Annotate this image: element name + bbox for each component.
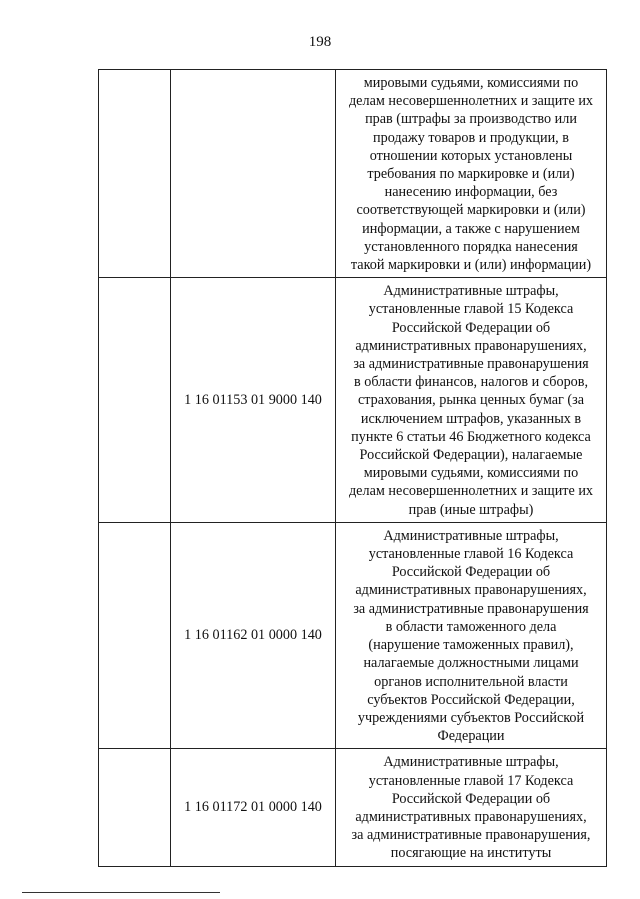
- table-row: [99, 278, 607, 523]
- description-line: органов исполнительной власти: [374, 673, 568, 690]
- description-line: такой маркировки и (или) информации): [350, 257, 592, 274]
- description-line: прав (иные штрафы): [408, 501, 534, 518]
- description-line: установленного порядка нанесения: [364, 238, 578, 255]
- description-cell: [336, 749, 607, 866]
- description-line: установленные главой 15 Кодекса: [368, 301, 574, 318]
- description-line: страхования, рынка ценных бумаг (за: [357, 392, 585, 409]
- description-line: прав (штрафы за производство или: [365, 111, 577, 128]
- budget-classification-table: [98, 69, 607, 867]
- table-row: [99, 522, 607, 748]
- page-number: 198: [308, 34, 332, 50]
- description-line: в области финансов, налогов и сборов,: [353, 374, 589, 391]
- description-line: Административные штрафы,: [383, 754, 559, 771]
- description-line: мировыми судьями, комиссиями по: [363, 465, 579, 482]
- description-line: субъектов Российской Федерации,: [367, 691, 575, 708]
- description-line: Федерации: [437, 728, 505, 745]
- description-line: исключением штрафов, указанных в: [360, 410, 582, 427]
- description-line: (нарушение таможенных правил),: [368, 637, 574, 654]
- description-line: в области таможенного дела: [385, 618, 557, 635]
- description-cell: [336, 278, 607, 523]
- description-line: установленные главой 17 Кодекса: [368, 772, 574, 789]
- description-line: отношении которых установлены: [369, 147, 573, 164]
- description-line: информации, а также с нарушением: [362, 220, 580, 237]
- table-row: [99, 70, 607, 278]
- description-line: Административные штрафы,: [383, 527, 559, 544]
- description-line: Российской Федерации об: [391, 790, 551, 807]
- description-line: за административные правонарушения,: [351, 827, 591, 844]
- description-line: налагаемые должностными лицами: [363, 655, 579, 672]
- description-line: Российской Федерации об: [391, 564, 551, 581]
- description-line: соответствующей маркировки и (или): [356, 202, 586, 219]
- description-cell: [336, 522, 607, 748]
- footnote-separator: [22, 892, 220, 893]
- description-line: административных правонарушениях,: [355, 808, 587, 825]
- code-cell: 1 16 01172 01 0000 140: [171, 749, 336, 866]
- description-line: Российской Федерации об: [391, 319, 551, 336]
- description-line: административных правонарушениях,: [355, 337, 587, 354]
- code-cell: 1 16 01153 01 9000 140: [171, 278, 336, 523]
- description-line: установленные главой 16 Кодекса: [368, 546, 574, 563]
- description-cell: [336, 70, 607, 278]
- table-row: [99, 749, 607, 866]
- description-line: делам несовершеннолетних и защите их: [348, 483, 594, 500]
- description-line: учреждениями субъектов Российской: [357, 709, 585, 726]
- empty-cell: [99, 278, 171, 523]
- description-line: административных правонарушениях,: [355, 582, 587, 599]
- description-line: за административные правонарушения: [353, 356, 589, 373]
- description-line: нанесению информации, без: [384, 184, 558, 201]
- description-line: продажу товаров и продукции, в: [373, 129, 569, 146]
- empty-cell: [99, 749, 171, 866]
- empty-cell: [99, 522, 171, 748]
- description-line: делам несовершеннолетних и защите их: [348, 93, 594, 110]
- description-line: мировыми судьями, комиссиями по: [363, 75, 579, 91]
- description-line: за административные правонарушения: [353, 600, 589, 617]
- empty-cell: [99, 70, 171, 278]
- description-line: Административные штрафы,: [383, 283, 559, 300]
- description-line: пункте 6 статьи 46 Бюджетного кодекса: [351, 428, 591, 445]
- description-line: посягающие на институты: [390, 845, 552, 862]
- code-cell: 1 16 01162 01 0000 140: [171, 522, 336, 748]
- description-line: требования по маркировке и (или): [367, 166, 575, 183]
- code-cell: [171, 70, 336, 278]
- description-line: Российской Федерации), налагаемые: [359, 447, 583, 464]
